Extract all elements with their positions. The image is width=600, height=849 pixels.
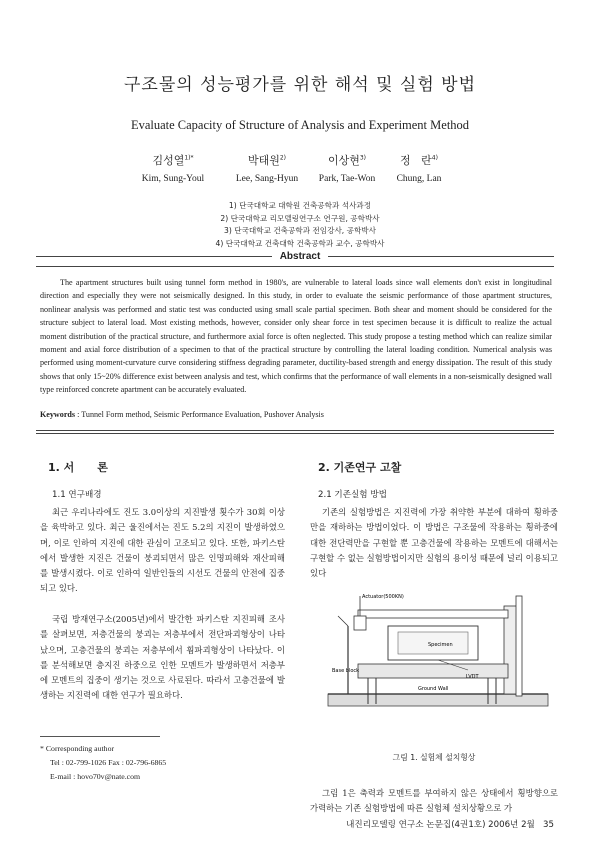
label-base-block: Base block xyxy=(332,668,360,674)
keywords-label: Keywords xyxy=(40,410,76,419)
author-2-marker: 2) xyxy=(279,154,287,162)
abstract-body: The apartment structures built using tunnel form method in 1980's, are vulnerable to lateral loads since wall elements don't exist in longitudinal direction and especially they were not seismically designed. In this study, in order to evaluate the seismic performance of those apartment structures, nonlinear analysis was performed and static test was conducted using small scale partial specimen. Both shear and moment should be considered for the structure subject to lateral load. Most existing methods, however, consider only shear force in test specimen because it is difficult to realize the actual moment distribution of the practical structure, and furthermore axial force is often neglected. This study propose a testing method which can realize similar moment and axial force distribution of a specimen to that of the practical structure by controlling the lateral loading condition. Numerical analysis was performed using moment-curvature curve considering stiffness degrading parameter, ductility-based strength and energy dissipation. The result of this study shows that only 15~20% difference exist between analysis and test, which confirms that the performance of wall elements in a non-seismically designed wall type reinforced concrete apartment can be accurately evaluated. xyxy=(40,278,552,395)
keywords-text: : Tunnel Form method, Seismic Performance Evaluation, Pushover Analysis xyxy=(77,410,324,419)
author-1-marker: 1)* xyxy=(184,154,194,162)
author-4 xyxy=(374,152,464,184)
affiliations xyxy=(0,200,600,250)
footnote-email: E-mail : hovo70v@nate.com xyxy=(50,772,141,781)
footnote-phone: Tel : 02-799-1026 Fax : 02-796-6865 xyxy=(50,758,167,767)
author-3-name-en: Park, Tae-Won xyxy=(318,174,376,184)
ground-slab xyxy=(328,694,548,706)
abstract-bottom-rule xyxy=(36,430,554,431)
author-2-name-kr: 박태원 xyxy=(247,154,280,167)
author-2-name-en: Lee, Sang-Hyun xyxy=(235,174,299,184)
figure-1-test-setup xyxy=(318,586,558,726)
abstract-heading xyxy=(0,251,600,262)
affiliation-1: 1) 단국대학교 대학원 건축공학과 석사과정 xyxy=(228,201,372,210)
label-specimen: Specimen xyxy=(428,642,453,648)
author-1-name-kr: 김성열 xyxy=(152,154,185,167)
subsection-2-1-title: 2.1 기존실험 방법 xyxy=(318,490,387,500)
section-2-paragraph-2: 그림 1은 축력과 모멘트를 부여하지 않은 상태에서 횡방향으로 가력하는 기존 실험방법에 따른 실험체 설치상황으로 가 xyxy=(310,788,558,814)
reaction-post xyxy=(516,596,522,696)
footnote-corresponding: * Corresponding author xyxy=(40,744,115,753)
affiliation-4: 4) 단국대학교 건축대학 건축공학과 교수, 공학박사 xyxy=(215,238,385,248)
author-1 xyxy=(128,152,218,184)
section-1-paragraph-1: 최근 우리나라에도 진도 3.0이상의 지진발생 횟수가 30회 이상을 육박하고 있다. 최근 울진에서는 진도 5.2의 지진이 발생하였으며, 이로 인하여 지진에 대한 관심이 고조되고 있다. 또한, 파키스탄에서 발생한 지진은 건물이 붕괴되면서 많은 인명피해와 재산피해를 발생시켰다. 이로 인하여 일반인들의 시선도 건물의 안전에 집중되고 있다. xyxy=(40,507,285,594)
label-ground-wall: Ground Wall xyxy=(418,686,449,692)
base-block xyxy=(358,664,508,678)
subsection-1-1-title: 1.1 연구배경 xyxy=(52,490,102,500)
abstract-heading-text: Abstract xyxy=(272,251,329,262)
section-2-title: 2. 기존연구 고찰 xyxy=(318,461,402,474)
footnote-rule xyxy=(40,736,160,737)
section-1-title: 1. 서 론 xyxy=(48,461,108,474)
section-1-paragraph-2: 국립 방재연구소(2005년)에서 발간한 파키스탄 지진피해 조사를 살펴보면, 저층건물의 붕괴는 저층부에서 전단파괴형상이 나타났으며, 고층건물의 붕괴는 저층부에서 휨파괴형상이 나타났다. 이를 분석해보면 층지진 하중으로 인한 모멘트가 발생하면서 저층부에 모멘트의 집중이 생기는 것으로 사료된다. 따라서 고층건물에 발생하는 지진력에 대한 연구가 필요하다. xyxy=(40,614,285,701)
paper-title-english: Evaluate Capacity of Structure of Analysis and Experiment Method xyxy=(130,118,470,132)
support-brace xyxy=(338,616,348,626)
abstract-sub-rule xyxy=(36,266,554,267)
label-lvdt: LVDT xyxy=(466,674,479,680)
abstract-bottom-rule-2 xyxy=(36,433,554,434)
section-2-paragraph-1: 기존의 실험방법은 지진력에 가장 취약한 부분에 대하여 횡하중만을 재하하는 방법이었다. 이 방법은 구조물에 작용하는 횡하중에 대한 전단력만을 구현할 뿐 고층건물에 작용하는 모멘트에 대해서는 구현할 수 없는 실험방법이지만 실험의 용이성 때문에 널리 이용되고 있다 xyxy=(310,507,558,579)
loading-beam xyxy=(358,610,508,618)
affiliation-2: 2) 단국대학교 리모델링연구소 연구원, 공학박사 xyxy=(220,213,380,223)
author-3-name-kr: 이상현 xyxy=(327,154,360,167)
affiliation-3: 3) 단국대학교 건축공학과 전임강사, 공학박사 xyxy=(224,226,376,235)
author-2 xyxy=(222,152,312,184)
author-4-marker: 4) xyxy=(431,154,438,162)
author-4-name-kr: 정 란 xyxy=(400,154,432,167)
author-3-marker: 3) xyxy=(359,154,367,162)
actuator xyxy=(354,616,366,630)
author-4-name-en: Chung, Lan xyxy=(396,174,442,184)
author-1-name-en: Kim, Sung-Youl xyxy=(141,174,205,184)
page-footer: 내진리모델링 연구소 논문집(4권1호) 2006년 2월 35 xyxy=(346,820,554,830)
paper-title-korean: 구조물의 성능평가를 위한 해석 및 실험 방법 xyxy=(123,75,477,95)
keywords xyxy=(40,410,552,419)
figure-1-caption: 그림 1. 실험체 설치형상 xyxy=(392,753,476,762)
label-actuator: Actuator(500KN) xyxy=(362,594,404,600)
footnote xyxy=(40,742,285,784)
